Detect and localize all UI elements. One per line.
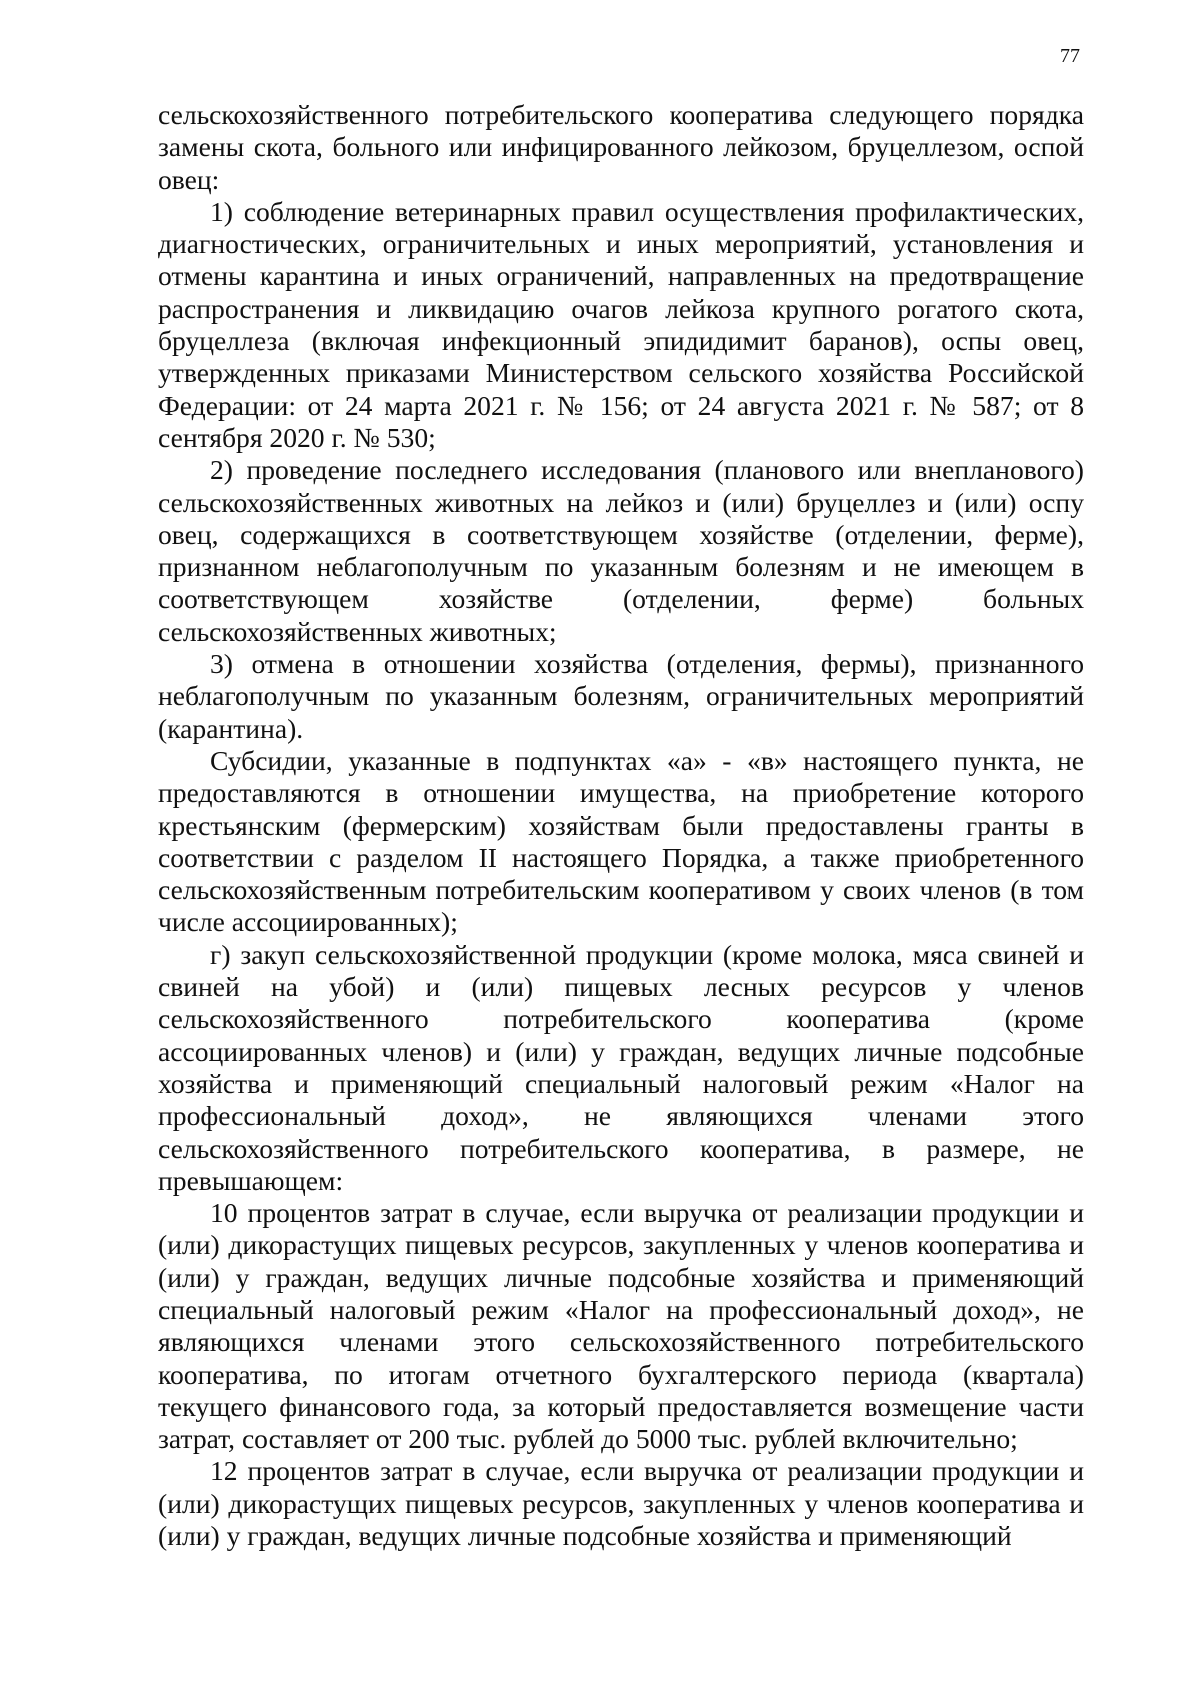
paragraph-subsidies-note: Субсидии, указанные в подпунктах «а» - «в» настоящего пункта, не предоставляются в отношении имущества, на приобретение которого крестьянским (фермерским) хозяйствам были предоставлены гранты в соответствии с разделом II настоящего Порядка, а также приобретенного сельскохозяйственным потребительским кооперативом у своих членов (в том числе ассоциированных); xyxy=(158,744,1084,938)
paragraph-10-percent: 10 процентов затрат в случае, если выручка от реализации продукции и (или) дикорастущих пищевых ресурсов, закупленных у членов кооператива и (или) у граждан, ведущих личные подсобные хозяйства и применяющий специальный налоговый режим «Налог на профессиональный доход», не являющихся членами этого сельскохозяйственного потребительского кооператива, по итогам отчетного бухгалтерского периода (квартала) текущего финансового года, за который предоставляется возмещение части затрат, составляет от 200 тыс. рублей до 5000 тыс. рублей включительно; xyxy=(158,1197,1084,1455)
paragraph-item-g: г) закуп сельскохозяйственной продукции (кроме молока, мяса свиней и свиней на убой) и (или) пищевых лесных ресурсов у членов сельскохозяйственного потребительского кооператива (кроме ассоциированных членов) и (или) у граждан, ведущих личные подсобные хозяйства и применяющий специальный налоговый режим «Налог на профессиональный доход», не являющихся членами этого сельскохозяйственного потребительского кооператива, в размере, не превышающем: xyxy=(158,938,1084,1196)
paragraph-item-3: 3) отмена в отношении хозяйства (отделения, фермы), признанного неблагополучным по указанным болезням, ограничительных мероприятий (карантина). xyxy=(158,648,1084,744)
page-number: 77 xyxy=(1060,45,1080,67)
paragraph-item-1: 1) соблюдение ветеринарных правил осуществления профилактических, диагностических, ограничительных и иных мероприятий, установления и отмены карантина и иных ограничений, направленных на предотвращение распространения и ликвидацию очагов лейкоза крупного рогатого скота, бруцеллеза (включая инфекционный эпидидимит баранов), оспы овец, утвержденных приказами Министерством сельского хозяйства Российской Федерации: от 24 марта 2021 г. № 156; от 24 августа 2021 г. № 587; от 8 сентября 2020 г. № 530; xyxy=(158,195,1084,453)
document-body xyxy=(158,99,1084,1552)
paragraph-continuation: сельскохозяйственного потребительского кооператива следующего порядка замены скота, больного или инфицированного лейкозом, бруцеллезом, оспой овец: xyxy=(158,99,1084,195)
paragraph-item-2: 2) проведение последнего исследования (планового или внепланового) сельскохозяйственных животных на лейкоз и (или) бруцеллез и (или) оспу овец, содержащихся в соответствующем хозяйстве (отделении, ферме), признанном неблагополучным по указанным болезням и не имеющем в соответствующем хозяйстве (отделении, ферме) больных сельскохозяйственных животных; xyxy=(158,454,1084,647)
paragraph-12-percent: 12 процентов затрат в случае, если выручка от реализации продукции и (или) дикорастущих пищевых ресурсов, закупленных у членов кооператива и (или) у граждан, ведущих личные подсобные хозяйства и применяющий xyxy=(158,1455,1084,1552)
